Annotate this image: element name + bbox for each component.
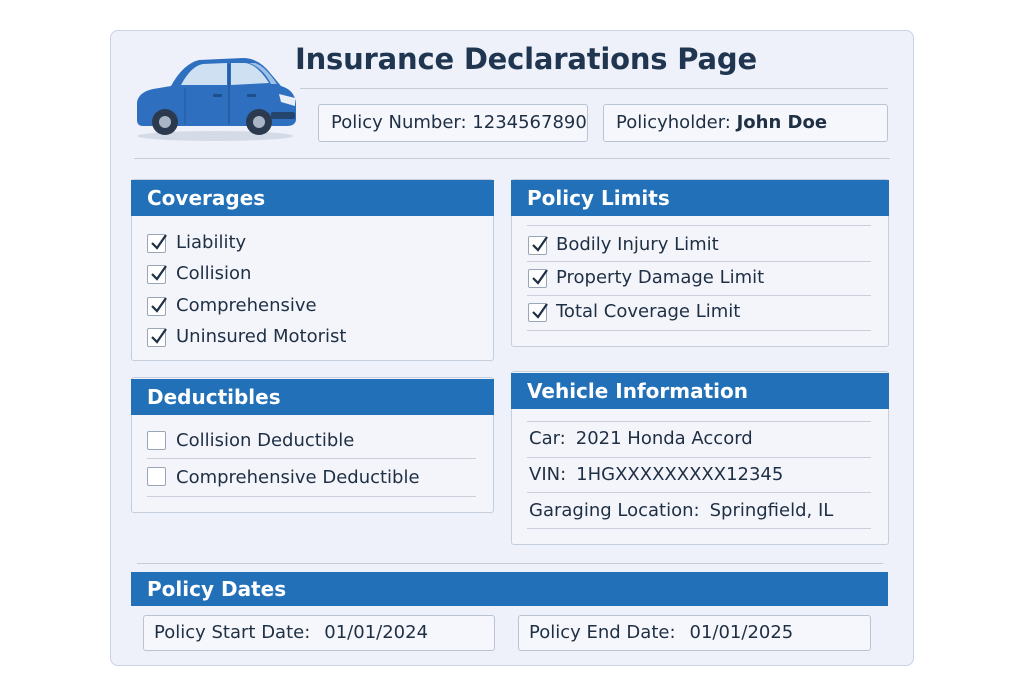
deductible-item-collision: Collision Deductible	[176, 430, 355, 451]
check-icon	[149, 232, 169, 252]
header-divider	[134, 158, 890, 159]
policy-number-value: 1234567890	[472, 112, 587, 133]
policyholder-label: Policyholder:	[616, 112, 731, 133]
coverage-item-collision: Collision	[176, 263, 252, 284]
coverages-header: Coverages	[131, 180, 494, 216]
check-icon	[530, 267, 550, 287]
vehicle-car-row	[529, 427, 753, 451]
limits-divider	[527, 225, 871, 226]
limits-divider	[527, 330, 871, 331]
vehicle-garaging-row	[529, 499, 833, 523]
uninsured-motorist-checkbox[interactable]	[147, 328, 166, 347]
policy-number-label: Policy Number:	[331, 112, 467, 133]
vehicle-divider	[527, 528, 871, 529]
car-value: 2021 Honda Accord	[575, 428, 753, 449]
dates-divider	[137, 563, 883, 564]
property-damage-checkbox[interactable]	[528, 269, 547, 288]
end-date-value: 01/01/2025	[689, 622, 794, 643]
comprehensive-checkbox[interactable]	[147, 297, 166, 316]
comprehensive-deductible-checkbox[interactable]	[147, 467, 166, 486]
liability-checkbox[interactable]	[147, 234, 166, 253]
policy-dates-header: Policy Dates	[131, 572, 888, 606]
limit-item-bodily-injury: Bodily Injury Limit	[556, 234, 719, 255]
vehicle-divider	[527, 492, 871, 493]
garaging-label: Garaging Location:	[529, 500, 700, 521]
vehicle-divider	[527, 457, 871, 458]
vehicle-divider	[527, 421, 871, 422]
policyholder-value: John Doe	[736, 112, 828, 133]
policy-start-date-box	[143, 615, 495, 651]
limit-item-property-damage: Property Damage Limit	[556, 267, 765, 288]
policy-number-box	[318, 104, 588, 142]
check-icon	[530, 234, 550, 254]
car-icon	[131, 52, 299, 142]
start-date-value: 01/01/2024	[324, 622, 429, 643]
coverage-item-liability: Liability	[176, 232, 247, 253]
check-icon	[149, 326, 169, 346]
vehicle-vin-row	[529, 463, 783, 487]
start-date-label: Policy Start Date:	[154, 622, 311, 643]
limits-divider	[527, 295, 871, 296]
collision-checkbox[interactable]	[147, 265, 166, 284]
limit-item-total-coverage: Total Coverage Limit	[556, 301, 741, 322]
vin-value: 1HGXXXXXXXXX12345	[576, 464, 784, 485]
garaging-value: Springfield, IL	[709, 500, 834, 521]
page-title: Insurance Declarations Page	[295, 42, 757, 76]
deductibles-header: Deductibles	[131, 379, 494, 415]
collision-deductible-checkbox[interactable]	[147, 431, 166, 450]
title-divider	[300, 88, 888, 89]
policy-limits-header: Policy Limits	[511, 180, 889, 216]
check-icon	[530, 301, 550, 321]
car-label: Car:	[529, 428, 566, 449]
end-date-label: Policy End Date:	[529, 622, 676, 643]
vehicle-info-header: Vehicle Information	[511, 373, 889, 409]
check-icon	[149, 295, 169, 315]
deductible-item-comprehensive: Comprehensive Deductible	[176, 467, 420, 488]
deductibles-divider	[147, 496, 476, 497]
bodily-injury-checkbox[interactable]	[528, 236, 547, 255]
policyholder-box	[603, 104, 888, 142]
deductibles-divider	[147, 458, 476, 459]
total-coverage-checkbox[interactable]	[528, 303, 547, 322]
coverage-item-comprehensive: Comprehensive	[176, 295, 317, 316]
policy-end-date-box	[518, 615, 871, 651]
coverage-item-uninsured-motorist: Uninsured Motorist	[176, 326, 347, 347]
vin-label: VIN:	[529, 464, 567, 485]
limits-divider	[527, 261, 871, 262]
check-icon	[149, 263, 169, 283]
